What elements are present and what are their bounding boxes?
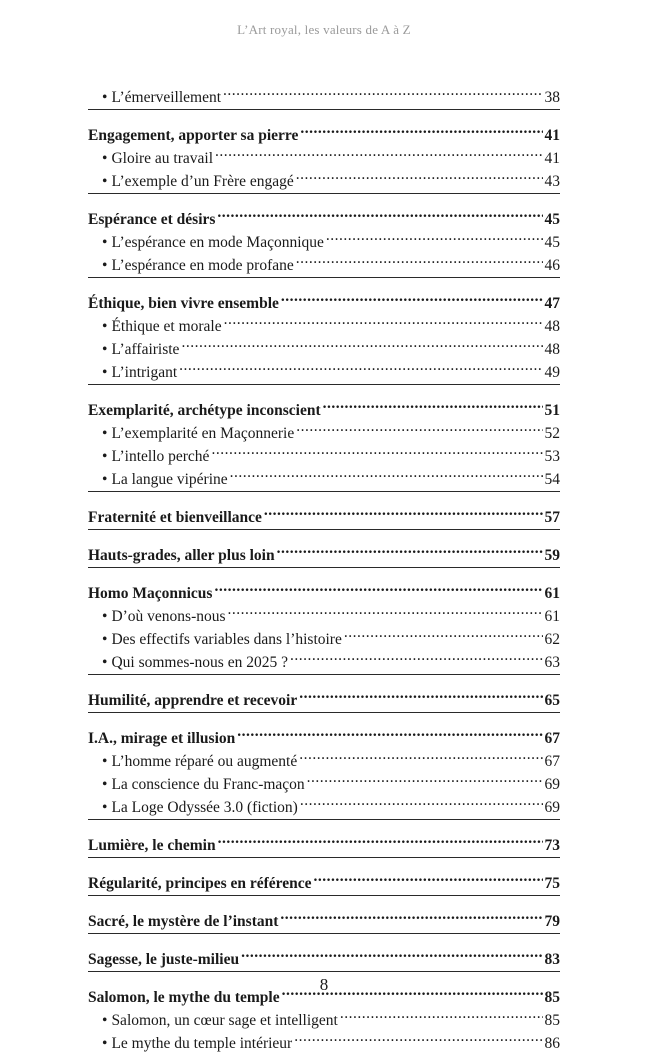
toc-chapter-title: Éthique, bien vivre ensemble — [88, 295, 279, 312]
toc-subentry-title: L’intello perché — [111, 448, 210, 465]
dot-leader — [300, 117, 542, 140]
toc-chapter-page: 45 — [544, 211, 560, 228]
dot-leader — [277, 537, 543, 560]
toc-subentry-page: 49 — [544, 364, 560, 381]
dot-leader — [299, 682, 542, 705]
bullet-icon: • — [102, 173, 108, 190]
dot-leader — [299, 743, 542, 766]
dot-leader — [323, 392, 543, 415]
toc-chapter-page: 41 — [544, 127, 560, 144]
toc-chapter-page: 65 — [544, 692, 560, 709]
toc-chapter-entry[interactable] — [88, 682, 560, 709]
bullet-icon: • — [102, 654, 108, 671]
toc-section — [88, 529, 560, 567]
dot-leader — [218, 827, 543, 850]
toc-subentry-page: 63 — [544, 654, 560, 671]
bullet-icon: • — [102, 150, 108, 167]
dot-leader — [340, 1002, 543, 1025]
toc-chapter-page: 75 — [544, 875, 560, 892]
toc-subentry-title: L’exemple d’un Frère engagé — [111, 173, 294, 190]
toc-section — [88, 193, 560, 277]
toc-chapter-title: Exemplarité, archétype inconscient — [88, 402, 321, 419]
toc-subentry-page: 69 — [544, 799, 560, 816]
toc-section — [88, 933, 560, 971]
toc-subentry-page: 69 — [544, 776, 560, 793]
toc-section — [88, 895, 560, 933]
bullet-icon: • — [102, 471, 108, 488]
toc-chapter-entry[interactable] — [88, 720, 560, 747]
toc-subentry-page: 48 — [544, 341, 560, 358]
dot-leader — [179, 354, 542, 377]
bullet-icon: • — [102, 799, 108, 816]
toc-section — [88, 109, 560, 193]
toc-subentry-title: La langue vipérine — [111, 471, 228, 488]
toc-chapter-title: Lumière, le chemin — [88, 837, 216, 854]
toc-subentry-title: Des effectifs variables dans l’histoire — [111, 631, 342, 648]
dot-leader — [296, 415, 542, 438]
bullet-icon: • — [102, 1035, 108, 1052]
table-of-contents — [88, 72, 560, 1055]
toc-chapter-page: 61 — [544, 585, 560, 602]
toc-chapter-page: 73 — [544, 837, 560, 854]
dot-leader — [307, 766, 543, 789]
bullet-icon: • — [102, 257, 108, 274]
toc-subentry-page: 52 — [544, 425, 560, 442]
toc-chapter-title: Homo Maçonnicus — [88, 585, 213, 602]
toc-subentry-title: L’espérance en mode profane — [111, 257, 294, 274]
dot-leader — [300, 789, 543, 812]
bullet-icon: • — [102, 364, 108, 381]
dot-leader — [237, 720, 542, 743]
bullet-icon: • — [102, 318, 108, 335]
toc-subentry-page: 54 — [544, 471, 560, 488]
dot-leader — [223, 79, 542, 102]
dot-leader — [344, 621, 543, 644]
toc-section — [88, 384, 560, 491]
toc-subentry-title: L’émerveillement — [111, 89, 222, 106]
toc-subentry-page: 85 — [544, 1012, 560, 1029]
toc-chapter-page: 47 — [544, 295, 560, 312]
toc-subentry-page: 48 — [544, 318, 560, 335]
toc-chapter-entry[interactable] — [88, 537, 560, 564]
toc-chapter-entry[interactable] — [88, 201, 560, 228]
toc-chapter-entry[interactable] — [88, 285, 560, 312]
toc-chapter-title: Régularité, principes en référence — [88, 875, 312, 892]
bullet-icon: • — [102, 753, 108, 770]
dot-leader — [264, 499, 543, 522]
toc-chapter-title: Espérance et désirs — [88, 211, 216, 228]
toc-chapter-page: 67 — [544, 730, 560, 747]
running-header: L’Art royal, les valeurs de A à Z — [237, 22, 411, 37]
toc-chapter-entry[interactable] — [88, 941, 560, 968]
toc-chapter-title: I.A., mirage et illusion — [88, 730, 236, 747]
toc-subentry-page: 61 — [544, 608, 560, 625]
toc-subentry-title: La Loge Odyssée 3.0 (fiction) — [111, 799, 298, 816]
toc-subentry-title: L’espérance en mode Maçonnique — [111, 234, 324, 251]
dot-leader — [214, 575, 542, 598]
toc-chapter-title: Hauts-grades, aller plus loin — [88, 547, 275, 564]
toc-section — [88, 857, 560, 895]
toc-chapter-entry[interactable] — [88, 903, 560, 930]
toc-chapter-page: 83 — [544, 951, 560, 968]
bullet-icon: • — [102, 448, 108, 465]
bullet-icon: • — [102, 234, 108, 251]
dot-leader — [290, 644, 543, 667]
toc-chapter-entry[interactable] — [88, 827, 560, 854]
toc-chapter-entry[interactable] — [88, 575, 560, 602]
toc-subentry-page: 46 — [544, 257, 560, 274]
toc-subentry-title: L’exemplarité en Maçonnerie — [111, 425, 295, 442]
toc-subentry-title: L’intrigant — [111, 364, 178, 381]
bullet-icon: • — [102, 608, 108, 625]
toc-chapter-page: 59 — [544, 547, 560, 564]
bullet-icon: • — [102, 341, 108, 358]
toc-chapter-page: 79 — [544, 913, 560, 930]
toc-subentry-title: L’affairiste — [111, 341, 180, 358]
toc-subentry-title: Le mythe du temple intérieur — [111, 1035, 293, 1052]
dot-leader — [296, 163, 543, 186]
bullet-icon: • — [102, 1012, 108, 1029]
toc-chapter-title: Engagement, apporter sa pierre — [88, 127, 299, 144]
toc-subentry-title: Éthique et morale — [111, 318, 222, 335]
toc-subentry-title: Qui sommes-nous en 2025 ? — [111, 654, 288, 671]
toc-subentry-page: 53 — [544, 448, 560, 465]
toc-chapter-title: Humilité, apprendre et recevoir — [88, 692, 298, 709]
toc-chapter-entry[interactable] — [88, 499, 560, 526]
toc-section — [88, 72, 560, 109]
dot-leader — [296, 247, 543, 270]
toc-subentry-page: 43 — [544, 173, 560, 190]
dot-leader — [326, 224, 543, 247]
dot-leader — [215, 140, 542, 163]
toc-subentry-title: L’homme réparé ou augmenté — [111, 753, 298, 770]
toc-section — [88, 674, 560, 712]
dot-leader — [211, 438, 542, 461]
dot-leader — [228, 598, 543, 621]
toc-chapter-page: 57 — [544, 509, 560, 526]
dot-leader — [294, 1025, 542, 1048]
toc-subentry-title: La conscience du Franc-maçon — [111, 776, 305, 793]
toc-chapter-page: 85 — [544, 989, 560, 1006]
toc-subentry-page: 41 — [544, 150, 560, 167]
dot-leader — [181, 331, 542, 354]
toc-subentry-page: 38 — [544, 89, 560, 106]
toc-chapter-title: Salomon, le mythe du temple — [88, 989, 280, 1006]
page-number: 8 — [319, 975, 329, 994]
toc-section — [88, 491, 560, 529]
toc-subentry-page: 67 — [544, 753, 560, 770]
dot-leader — [314, 865, 543, 888]
toc-chapter-entry[interactable] — [88, 865, 560, 892]
toc-chapter-page: 51 — [544, 402, 560, 419]
toc-chapter-entry[interactable] — [88, 392, 560, 419]
toc-subentry-title: Salomon, un cœur sage et intelligent — [111, 1012, 338, 1029]
toc-section — [88, 277, 560, 384]
dot-leader — [280, 903, 542, 926]
toc-subentry[interactable] — [88, 79, 560, 106]
dot-leader — [230, 461, 543, 484]
dot-leader — [241, 941, 542, 964]
toc-chapter-title: Sagesse, le juste-milieu — [88, 951, 240, 968]
toc-chapter-title: Sacré, le mystère de l’instant — [88, 913, 279, 930]
toc-chapter-title: Fraternité et bienveillance — [88, 509, 262, 526]
toc-section — [88, 567, 560, 674]
bullet-icon: • — [102, 89, 108, 106]
toc-subentry-page: 86 — [544, 1035, 560, 1052]
bullet-icon: • — [102, 776, 108, 793]
toc-section — [88, 819, 560, 857]
toc-chapter-entry[interactable] — [88, 117, 560, 144]
toc-subentry-title: Gloire au travail — [111, 150, 214, 167]
bullet-icon: • — [102, 425, 108, 442]
toc-section — [88, 712, 560, 819]
toc-subentry-title: D’où venons-nous — [111, 608, 226, 625]
dot-leader — [224, 308, 543, 331]
toc-subentry-page: 62 — [544, 631, 560, 648]
dot-leader — [281, 285, 543, 308]
toc-subentry-page: 45 — [544, 234, 560, 251]
bullet-icon: • — [102, 631, 108, 648]
dot-leader — [217, 201, 542, 224]
